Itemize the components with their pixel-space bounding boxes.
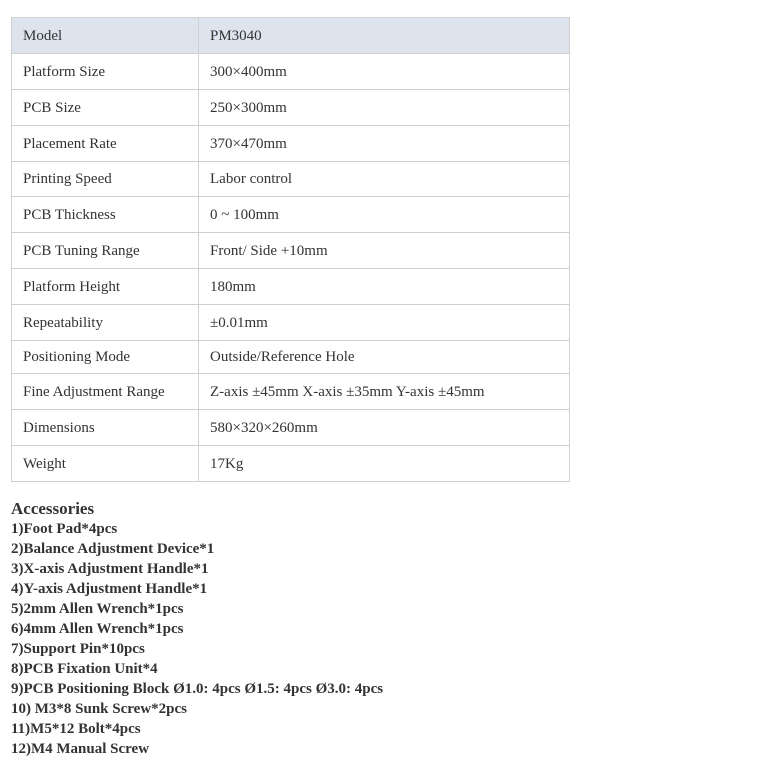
row-label: Fine Adjustment Range	[12, 374, 199, 410]
table-row	[12, 341, 570, 374]
row-value: 0 ~ 100mm	[199, 197, 570, 233]
accessory-item: 4)Y-axis Adjustment Handle*1	[11, 581, 208, 597]
table-header-row	[12, 18, 570, 54]
row-label: Weight	[12, 446, 199, 482]
row-value: 580×320×260mm	[199, 410, 570, 446]
row-label: Positioning Mode	[12, 341, 199, 374]
table-row	[12, 54, 570, 90]
accessory-item: 2)Balance Adjustment Device*1	[11, 541, 215, 557]
table-row	[12, 446, 570, 482]
table-row	[12, 126, 570, 162]
accessory-item: 1)Foot Pad*4pcs	[11, 521, 118, 537]
spec-table	[11, 17, 570, 482]
accessory-item: 11)M5*12 Bolt*4pcs	[11, 721, 141, 737]
accessory-item: 9)PCB Positioning Block Ø1.0: 4pcs Ø1.5: 4pcs Ø3.0: 4pcs	[11, 681, 384, 697]
header-value-cell: PM3040	[199, 18, 570, 54]
accessory-item: 7)Support Pin*10pcs	[11, 641, 145, 657]
accessory-item: 10) M3*8 Sunk Screw*2pcs	[11, 701, 187, 717]
row-value: Labor control	[199, 162, 570, 197]
accessories-title: Accessories	[11, 499, 95, 518]
table-row	[12, 233, 570, 269]
table-row	[12, 410, 570, 446]
accessory-item: 8)PCB Fixation Unit*4	[11, 661, 158, 677]
row-value: 300×400mm	[199, 54, 570, 90]
row-value: 370×470mm	[199, 126, 570, 162]
row-label: Platform Height	[12, 269, 199, 305]
table-row	[12, 305, 570, 341]
table-row	[12, 197, 570, 233]
header-label-cell: Model	[12, 18, 199, 54]
table-row	[12, 162, 570, 197]
table-row	[12, 374, 570, 410]
row-value: 250×300mm	[199, 90, 570, 126]
row-label: Placement Rate	[12, 126, 199, 162]
row-value: 180mm	[199, 269, 570, 305]
row-value: Z-axis ±45mm X-axis ±35mm Y-axis ±45mm	[199, 374, 570, 410]
row-value: 17Kg	[199, 446, 570, 482]
accessory-item: 6)4mm Allen Wrench*1pcs	[11, 621, 184, 637]
row-label: PCB Thickness	[12, 197, 199, 233]
row-label: Printing Speed	[12, 162, 199, 197]
accessory-item: 3)X-axis Adjustment Handle*1	[11, 561, 209, 577]
row-label: Platform Size	[12, 54, 199, 90]
row-label: PCB Tuning Range	[12, 233, 199, 269]
accessory-item: 5)2mm Allen Wrench*1pcs	[11, 601, 184, 617]
row-value: Front/ Side +10mm	[199, 233, 570, 269]
accessory-item: 12)M4 Manual Screw	[11, 741, 150, 757]
accessories-section	[11, 499, 383, 759]
table-row	[12, 90, 570, 126]
table-row	[12, 269, 570, 305]
row-label: Dimensions	[12, 410, 199, 446]
row-label: Repeatability	[12, 305, 199, 341]
row-value: ±0.01mm	[199, 305, 570, 341]
row-value: Outside/Reference Hole	[199, 341, 570, 374]
row-label: PCB Size	[12, 90, 199, 126]
